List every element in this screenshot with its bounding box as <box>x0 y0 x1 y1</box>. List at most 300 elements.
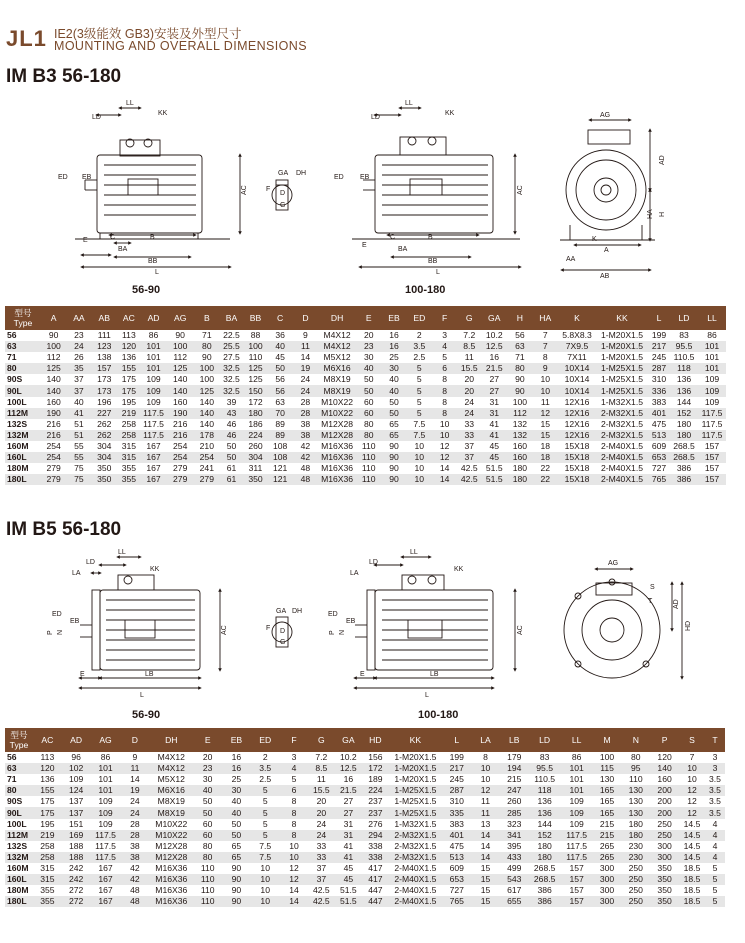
dim-label-a: A <box>604 247 609 254</box>
value-cell: 5 <box>251 830 280 841</box>
value-cell: 132 <box>512 418 528 429</box>
value-cell: 15.5 <box>457 363 481 374</box>
value-cell: 10 <box>439 418 450 429</box>
value-cell: 117.5 <box>141 430 166 441</box>
value-cell: 80 <box>202 840 213 851</box>
value-cell: 39 <box>226 396 237 407</box>
value-cell: 89 <box>267 430 292 441</box>
value-cell: 254 <box>41 452 66 463</box>
value-cell: 10 <box>679 763 705 774</box>
value-cell: 7.2 <box>315 752 328 763</box>
value-cell: 101 <box>98 774 113 785</box>
value-cell: 109 <box>91 807 121 818</box>
dim-label-la-b5: LA <box>72 570 81 577</box>
value-cell: 111 <box>97 330 111 341</box>
value-cell: 1-M20X1.5 <box>600 352 644 363</box>
value-cell: 2-M40X1.5 <box>394 862 437 873</box>
value-cell: 15 <box>471 874 500 885</box>
table-row <box>5 397 726 408</box>
column-header-aa: AA <box>66 306 91 330</box>
value-cell: 151 <box>68 818 84 829</box>
value-cell: 653 <box>442 874 471 885</box>
value-cell: 8 <box>483 752 488 763</box>
value-cell: 3.5 <box>407 341 432 352</box>
value-cell: 37 <box>316 862 327 873</box>
value-cell: 12X16 <box>564 396 590 407</box>
value-cell: 2-M40X1.5 <box>600 440 644 451</box>
value-cell: 80 <box>363 418 374 429</box>
value-cell: 10 <box>260 885 270 896</box>
dim-label-c: C <box>110 234 116 241</box>
value-cell: 14.5 <box>683 840 701 851</box>
value-cell: 224 <box>243 430 267 441</box>
value-cell: 276 <box>368 818 383 829</box>
value-cell: 113 <box>40 752 55 763</box>
dim-label-p-b5: P <box>47 630 54 635</box>
value-cell: 5 <box>705 896 725 907</box>
value-cell: 14.5 <box>679 852 705 863</box>
value-cell: 95.5 <box>670 341 698 352</box>
value-cell: 172 <box>248 396 263 407</box>
value-cell: 10 <box>251 896 280 907</box>
type-cell: 100L <box>7 818 27 829</box>
value-cell: 45 <box>489 440 500 451</box>
value-cell: M4X12 <box>318 341 356 352</box>
table-row <box>5 763 725 774</box>
value-cell: 20 <box>308 807 334 818</box>
value-cell: 6 <box>432 363 457 374</box>
value-cell: 31 <box>489 396 500 407</box>
value-cell: 167 <box>98 862 113 873</box>
value-cell: 101 <box>141 363 166 374</box>
value-cell: 102 <box>62 763 91 774</box>
b5-motor-large-drawing <box>355 557 515 688</box>
value-cell: 65 <box>222 852 251 863</box>
value-cell: 195 <box>121 396 137 407</box>
value-cell: 10X14 <box>558 363 596 374</box>
value-cell: 2-M32X1.5 <box>596 430 648 441</box>
value-cell: 27 <box>343 796 354 807</box>
value-cell: 272 <box>62 896 91 907</box>
value-cell: 90 <box>222 874 251 885</box>
table-row <box>5 885 725 896</box>
value-cell: 2-M32X1.5 <box>600 418 644 429</box>
value-cell: 117.5 <box>698 430 726 441</box>
value-cell: 350 <box>650 874 679 885</box>
dim-label-c-2: C <box>390 234 396 241</box>
value-cell: M4X12 <box>323 330 351 341</box>
value-cell: 90 <box>48 330 59 341</box>
type-cell: 132S <box>7 418 28 429</box>
value-cell: 125 <box>166 363 194 374</box>
value-cell: 110 <box>200 885 215 896</box>
value-cell: 172 <box>362 763 388 774</box>
value-cell: 1-M32X1.5 <box>600 396 644 407</box>
table-row <box>5 441 726 452</box>
value-cell: 178 <box>194 430 219 441</box>
column-header-t: T <box>705 728 725 752</box>
value-cell: 42 <box>121 874 150 885</box>
value-cell: 10.2 <box>339 752 357 763</box>
value-cell: 3 <box>291 752 297 763</box>
value-cell: 311 <box>248 463 263 474</box>
value-cell: 109 <box>98 818 113 829</box>
value-cell: 89 <box>275 418 285 429</box>
column-header-ag: AG <box>166 306 194 330</box>
dim-label-e-2: E <box>362 242 367 249</box>
value-cell: 41 <box>66 408 91 419</box>
value-cell: 2-M40X1.5 <box>388 896 442 907</box>
value-cell: 12.5 <box>481 341 507 352</box>
value-cell: 217 <box>442 763 471 774</box>
value-cell: 237 <box>362 807 388 818</box>
column-header-f: F <box>280 728 309 752</box>
dim-label-ed-b5-2: ED <box>328 611 338 618</box>
value-cell: 14.5 <box>683 818 701 829</box>
value-cell: 175 <box>121 374 137 385</box>
value-cell: 38 <box>121 852 150 863</box>
dim-label-l-b5-2: L <box>425 692 429 699</box>
value-cell: 109 <box>98 796 113 807</box>
value-cell: 5 <box>407 385 432 396</box>
b3-shaft-labels <box>266 170 306 209</box>
value-cell: 50 <box>226 440 237 451</box>
value-cell: 108 <box>267 452 292 463</box>
value-cell: 315 <box>117 452 141 463</box>
dim-label-f: F <box>266 186 271 193</box>
value-cell: 1-M20X1.5 <box>600 330 644 341</box>
value-cell: 90 <box>222 896 251 907</box>
value-cell: 216 <box>41 430 66 441</box>
value-cell: 22 <box>533 474 558 485</box>
dim-label-ac-2: AC <box>517 185 524 195</box>
value-cell: 1-M25X1.5 <box>388 785 442 796</box>
value-cell: 101 <box>569 774 584 785</box>
value-cell: 20 <box>316 796 327 807</box>
value-cell: 31 <box>334 830 362 841</box>
column-header-g: G <box>308 728 334 752</box>
value-cell: 100 <box>199 374 214 385</box>
value-cell: 60 <box>202 818 213 829</box>
value-cell: 224 <box>362 785 388 796</box>
value-cell: 216 <box>173 418 188 429</box>
type-cell: 63 <box>5 763 33 774</box>
value-cell: 169 <box>62 830 91 841</box>
value-cell: 12 <box>432 452 457 463</box>
value-cell: 20 <box>464 374 475 385</box>
value-cell: 43 <box>219 408 243 419</box>
value-cell: 109 <box>561 807 593 818</box>
value-cell: 8 <box>280 830 309 841</box>
value-cell: 350 <box>650 896 679 907</box>
dim-label-lb-b5-2: LB <box>430 671 439 678</box>
value-cell: 7X11 <box>567 352 587 363</box>
value-cell: 250 <box>621 896 650 907</box>
column-header-ad: AD <box>62 728 91 752</box>
value-cell: 15 <box>480 885 491 896</box>
table-row <box>5 452 726 463</box>
dim-label-ac: AC <box>241 185 248 195</box>
value-cell: 2-M40X1.5 <box>596 452 648 463</box>
dim-label-ll-2: LL <box>405 100 413 107</box>
dim-label-ga-b5: GA <box>276 608 287 615</box>
value-cell: 5 <box>712 862 718 873</box>
dim-label-ld-2: LD <box>371 114 380 121</box>
value-cell: 3 <box>705 763 725 774</box>
table-row <box>5 841 725 852</box>
value-cell: 304 <box>243 452 267 463</box>
value-cell: 258 <box>33 852 62 863</box>
b3-motor-small-drawing <box>75 108 240 267</box>
value-cell: 300 <box>657 840 672 851</box>
value-cell: M16X36 <box>321 440 354 451</box>
value-cell: 180 <box>537 840 552 851</box>
value-cell: 475 <box>449 840 464 851</box>
value-cell: 609 <box>651 440 667 451</box>
value-cell: 14.5 <box>679 830 705 841</box>
value-cell: 230 <box>621 852 650 863</box>
column-header-hd: HD <box>362 728 388 752</box>
value-cell: 14 <box>289 885 299 896</box>
value-cell: 110 <box>248 352 263 363</box>
value-cell: 75 <box>66 474 91 485</box>
value-cell: 33 <box>464 418 475 429</box>
value-cell: 215 <box>593 830 622 841</box>
value-cell: 80 <box>193 852 222 863</box>
value-cell: 100 <box>512 396 528 407</box>
dim-label-ld-b5-2: LD <box>369 559 378 566</box>
value-cell: 14 <box>471 830 500 841</box>
value-cell: 112 <box>507 408 532 419</box>
value-cell: 40 <box>231 796 242 807</box>
value-cell: 138 <box>97 352 112 363</box>
section-title-b5: IM B5 56-180 <box>6 519 122 540</box>
value-cell: 11 <box>316 774 326 785</box>
value-cell: 157 <box>698 474 726 485</box>
value-cell: 117.5 <box>566 840 588 851</box>
dim-label-ga: GA <box>278 170 289 177</box>
value-cell: 180 <box>628 818 643 829</box>
value-cell: 63 <box>275 396 285 407</box>
value-cell: 83 <box>539 752 550 763</box>
column-header-b: B <box>194 306 219 330</box>
value-cell: 61 <box>219 474 243 485</box>
value-cell: 513 <box>648 430 670 441</box>
value-cell: 140 <box>650 763 679 774</box>
value-cell: 173 <box>92 385 117 396</box>
value-cell: M5X12 <box>157 774 185 785</box>
value-cell: 5 <box>407 363 432 374</box>
value-cell: 28 <box>300 396 311 407</box>
value-cell: 245 <box>651 352 667 363</box>
value-cell: 27 <box>334 807 362 818</box>
value-cell: 136 <box>537 796 552 807</box>
type-cell: 56 <box>7 330 17 341</box>
value-cell: 30 <box>222 785 251 796</box>
value-cell: 136 <box>676 374 692 385</box>
value-cell: M4X12 <box>149 763 193 774</box>
value-cell: 157 <box>561 874 593 885</box>
value-cell: 10 <box>414 440 425 451</box>
value-cell: 90 <box>381 474 406 485</box>
table-row <box>5 419 726 430</box>
value-cell: 7.5 <box>251 852 280 863</box>
column-header-ad: AD <box>141 306 166 330</box>
value-cell: 10X14 <box>558 385 596 396</box>
value-cell: 7 <box>542 330 548 341</box>
table-row <box>5 819 725 830</box>
value-cell: 41 <box>481 430 507 441</box>
value-cell: 219 <box>117 408 141 419</box>
value-cell: 279 <box>166 474 194 485</box>
value-cell: 42 <box>300 440 311 451</box>
value-cell: 110 <box>200 862 215 873</box>
value-cell: 30 <box>381 363 406 374</box>
value-cell: 100 <box>41 341 66 352</box>
value-cell: 265 <box>599 840 615 851</box>
table-row <box>5 430 726 441</box>
column-header-ld: LD <box>670 306 698 330</box>
value-cell: 22.5 <box>223 330 240 341</box>
dim-label-h: H <box>659 211 666 217</box>
value-cell: M16X36 <box>318 474 356 485</box>
value-cell: 6 <box>280 785 309 796</box>
value-cell: 157 <box>704 440 720 451</box>
value-cell: 14 <box>130 774 140 785</box>
value-cell: 95 <box>621 763 650 774</box>
value-cell: 216 <box>166 430 194 441</box>
value-cell: 3 <box>712 752 718 763</box>
value-cell: 27.5 <box>223 352 240 363</box>
value-cell: 383 <box>651 396 667 407</box>
table-row <box>5 785 725 796</box>
value-cell: 101 <box>561 763 593 774</box>
value-cell: 386 <box>529 896 561 907</box>
value-cell: 56 <box>515 330 525 341</box>
value-cell: 157 <box>698 452 726 463</box>
value-cell: 310 <box>449 796 464 807</box>
value-cell: 727 <box>651 463 667 474</box>
column-header-m: M <box>593 728 622 752</box>
dim-label-ed-2: ED <box>334 174 344 181</box>
value-cell: 40 <box>193 785 222 796</box>
value-cell: 196 <box>97 396 112 407</box>
table-row <box>5 374 726 385</box>
caption-b3-large: 100-180 <box>405 284 446 296</box>
value-cell: 41 <box>334 852 362 863</box>
value-cell: 50 <box>363 374 374 385</box>
dim-label-t-b5: T <box>648 598 653 605</box>
value-cell: 8 <box>432 408 457 419</box>
value-cell: 152 <box>670 408 698 419</box>
value-cell: 11 <box>481 796 490 807</box>
value-cell: M8X19 <box>157 796 185 807</box>
column-header-bb: BB <box>243 306 267 330</box>
value-cell: 180 <box>676 418 692 429</box>
value-cell: 1-M20X1.5 <box>388 763 442 774</box>
value-cell: 417 <box>368 862 383 873</box>
value-cell: 2-M32X1.5 <box>388 852 442 863</box>
dim-label-ed-b5: ED <box>52 611 62 618</box>
value-cell: 160 <box>657 774 672 785</box>
value-cell: 8 <box>432 385 457 396</box>
value-cell: 16 <box>389 330 399 341</box>
value-cell: 300 <box>593 874 622 885</box>
value-cell: 140 <box>199 396 214 407</box>
value-cell: 33 <box>308 852 334 863</box>
column-header-dh: DH <box>149 728 193 752</box>
value-cell: 14 <box>480 840 491 851</box>
value-cell: 19 <box>121 785 150 796</box>
value-cell: 10 <box>432 430 457 441</box>
column-header-dh: DH <box>318 306 356 330</box>
value-cell: 110.5 <box>673 352 695 363</box>
value-cell: 285 <box>500 807 529 818</box>
value-cell: 11 <box>293 341 318 352</box>
value-cell: 9 <box>132 752 138 763</box>
value-cell: 194 <box>500 763 529 774</box>
value-cell: 90 <box>175 330 185 341</box>
value-cell: 12 <box>533 408 558 419</box>
value-cell: 50 <box>389 396 399 407</box>
value-cell: 186 <box>248 418 263 429</box>
value-cell: 136 <box>40 774 55 785</box>
value-cell: 250 <box>650 830 679 841</box>
value-cell: 112 <box>173 352 188 363</box>
type-cell: 56 <box>7 752 17 763</box>
value-cell: 230 <box>628 840 643 851</box>
value-cell: 45 <box>481 452 507 463</box>
value-cell: 268.5 <box>673 440 695 451</box>
value-cell: 8 <box>442 374 447 385</box>
column-header-ac: AC <box>117 306 141 330</box>
value-cell: 56 <box>275 374 285 385</box>
value-cell: 101 <box>698 341 726 352</box>
value-cell: 300 <box>599 885 615 896</box>
value-cell: 35 <box>66 363 91 374</box>
value-cell: 543 <box>500 874 529 885</box>
dim-label-ba: BA <box>118 246 128 253</box>
value-cell: 83 <box>679 330 689 341</box>
value-cell: 28 <box>293 408 318 419</box>
value-cell: 112 <box>46 352 61 363</box>
value-cell: 447 <box>368 885 383 896</box>
dim-label-dh: DH <box>296 170 307 177</box>
value-cell: 155 <box>33 785 62 796</box>
value-cell: 279 <box>41 474 66 485</box>
value-cell: 50 <box>381 408 406 419</box>
value-cell: 310 <box>651 374 667 385</box>
value-cell: 8 <box>442 396 447 407</box>
value-cell: 117.5 <box>701 418 723 429</box>
value-cell: 45 <box>343 862 354 873</box>
value-cell: 100 <box>243 341 267 352</box>
value-cell: 42 <box>293 452 318 463</box>
value-cell: 167 <box>146 440 161 451</box>
value-cell: 110.5 <box>534 774 556 785</box>
dim-label-ab: AB <box>600 273 610 280</box>
value-cell: 109 <box>141 385 166 396</box>
value-cell: 265 <box>593 852 622 863</box>
value-cell: 38 <box>300 418 311 429</box>
value-cell: 18.5 <box>683 862 701 873</box>
value-cell: 16 <box>231 752 242 763</box>
value-cell: 42.5 <box>312 885 330 896</box>
dim-label-ac-b5-2: AC <box>517 625 524 635</box>
value-cell: 45 <box>275 352 285 363</box>
value-cell: 323 <box>507 818 522 829</box>
column-header-d: D <box>121 728 150 752</box>
